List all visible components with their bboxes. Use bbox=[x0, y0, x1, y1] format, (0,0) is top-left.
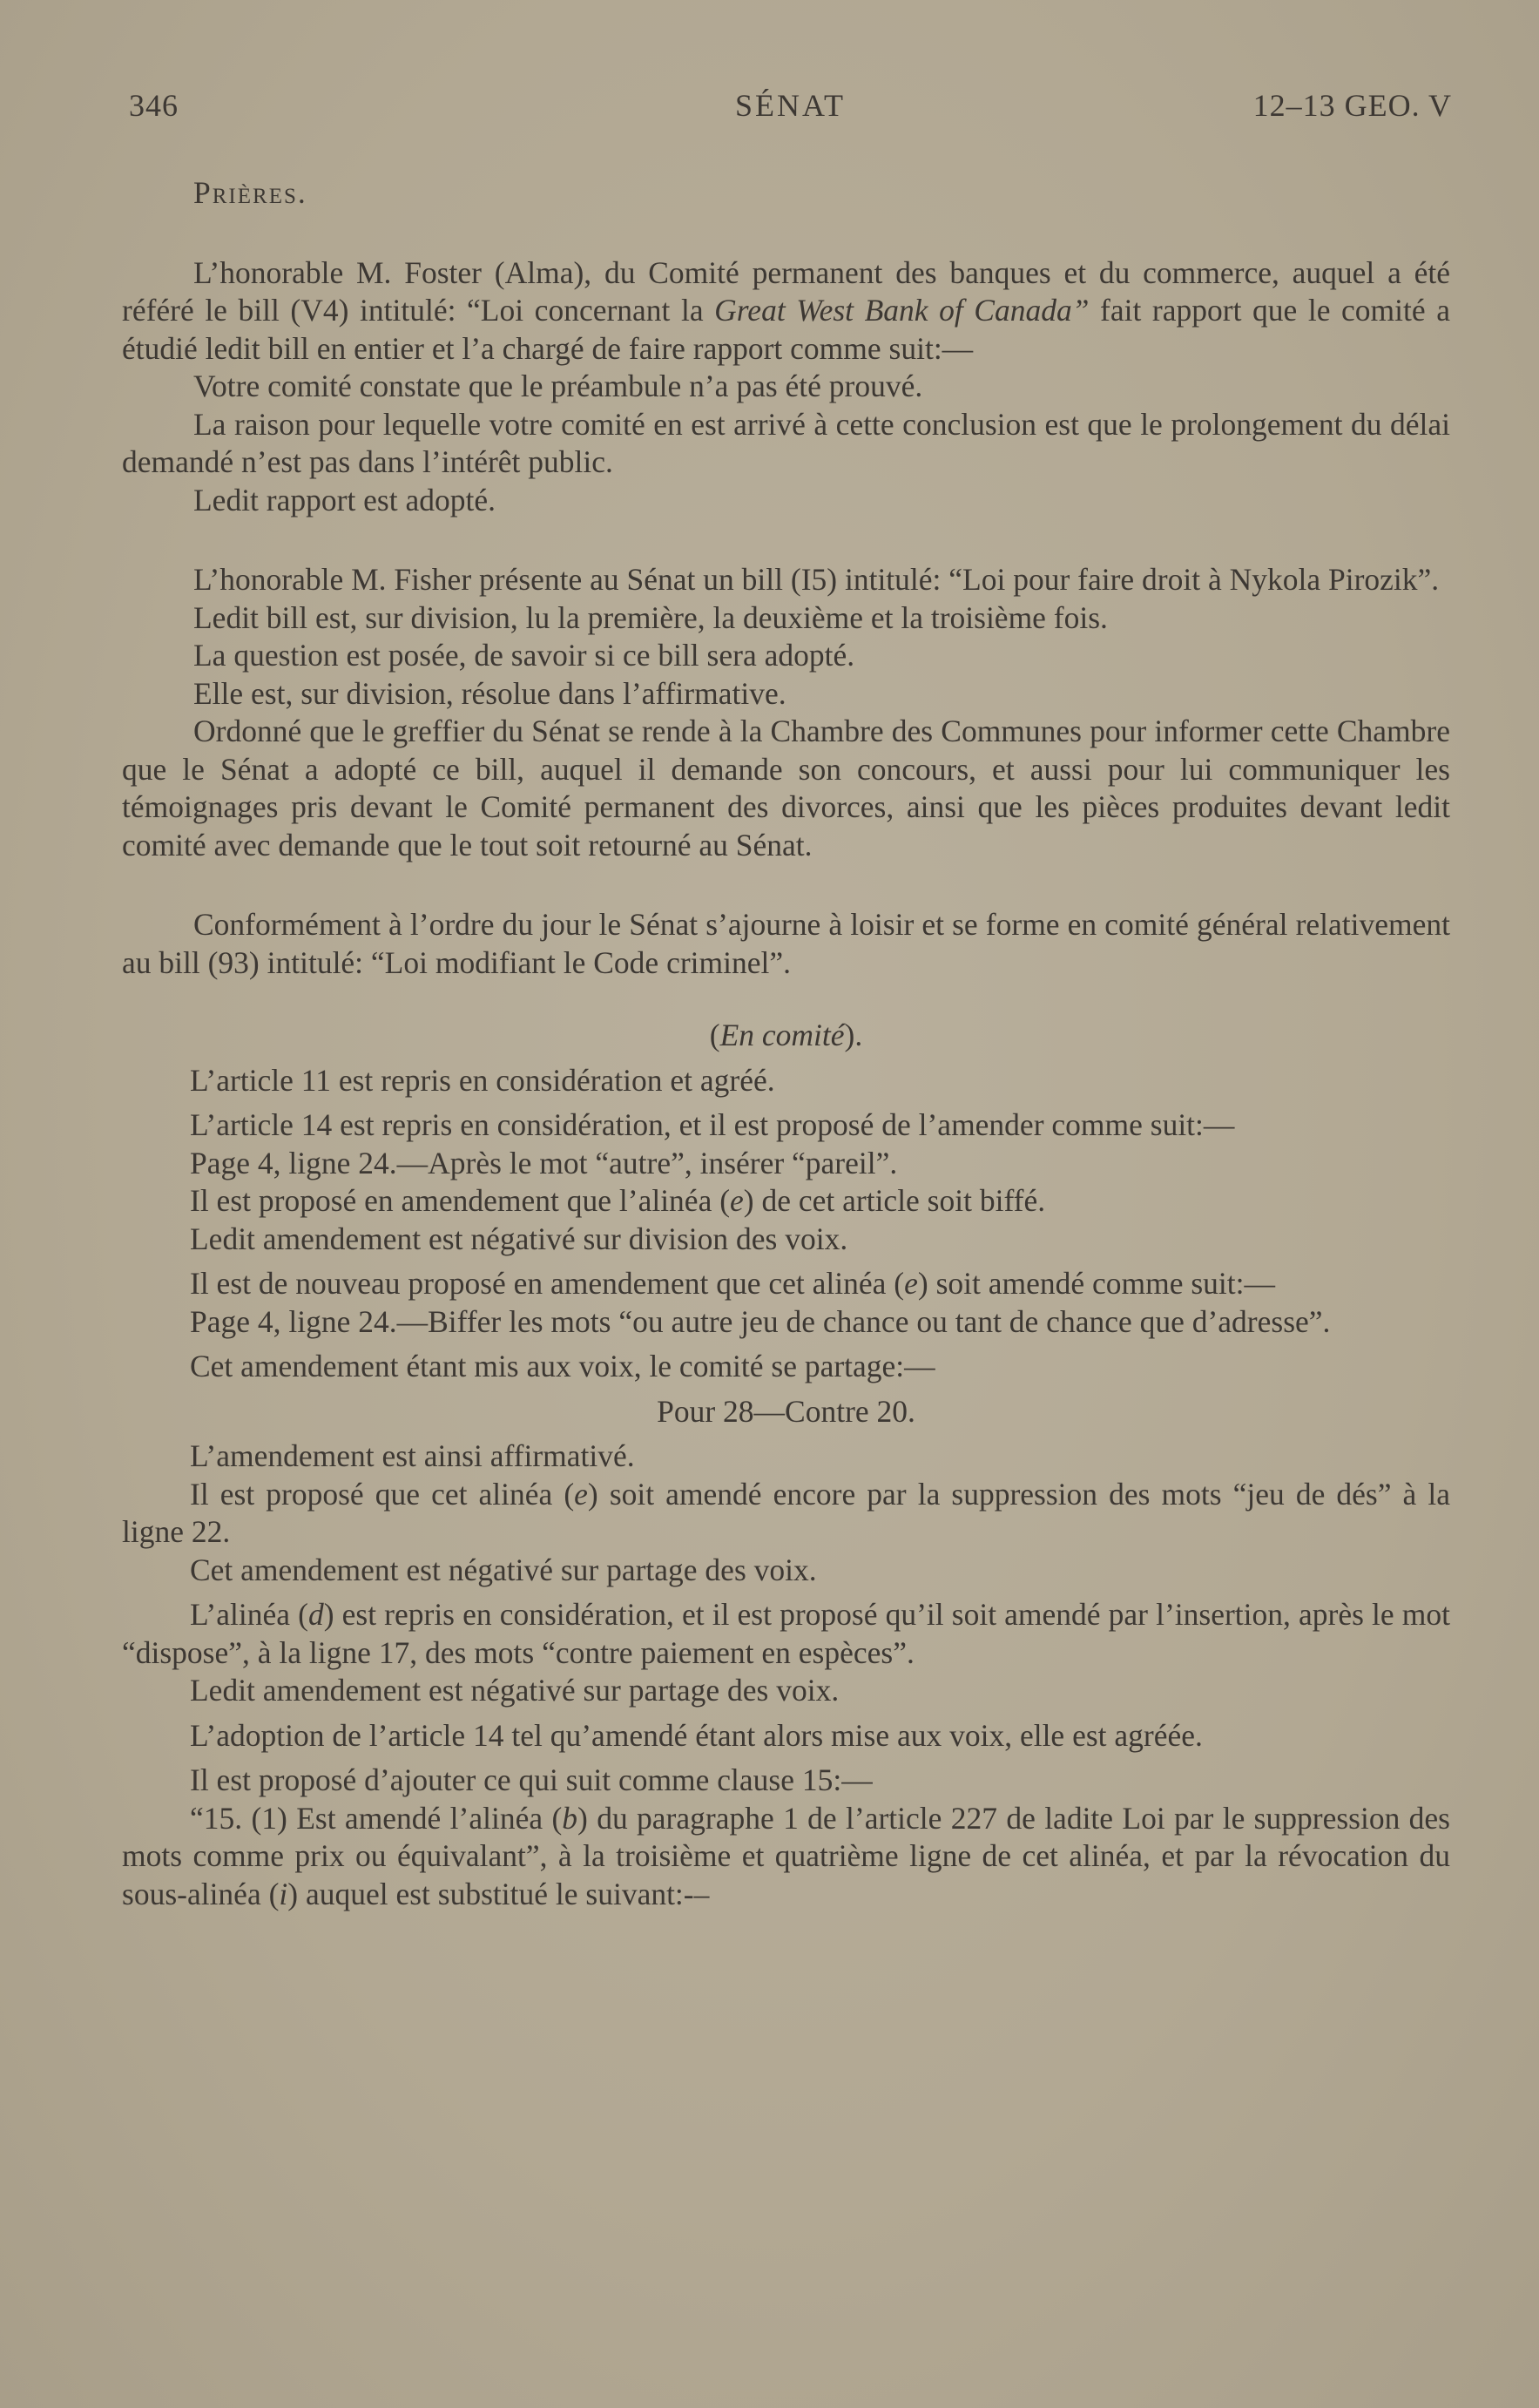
vote-result: Pour 28—Contre 20. bbox=[657, 1393, 915, 1429]
italic-run: e bbox=[904, 1266, 918, 1301]
paragraph: Cet amendement étant mis aux voix, le comité se partage:— bbox=[190, 1349, 935, 1383]
italic-run: b bbox=[562, 1800, 578, 1836]
paragraph: Page 4, ligne 24.—Après le mot “autre”, insérer “pareil”. bbox=[190, 1145, 898, 1180]
section-heading-prieres: Prières. bbox=[193, 175, 307, 210]
italic-run: e bbox=[574, 1476, 588, 1512]
paragraph: Ledit amendement est négativé sur division des voix. bbox=[190, 1221, 848, 1256]
paragraph: L’article 14 est repris en considération, et il est proposé de l’amender comme suit:— bbox=[190, 1107, 1235, 1142]
text-run: Il est proposé que cet alinéa ( bbox=[190, 1476, 575, 1512]
paragraph-fisher-bill: L’honorable M. Fisher présente au Sénat un bill (I5) intitulé: “Loi pour faire droit à Nykola Pirozik”. bbox=[193, 562, 1440, 597]
page-number: 346 bbox=[129, 88, 179, 123]
edition-label: 12–13 GEO. V bbox=[1252, 88, 1452, 123]
paragraph: Elle est, sur division, résolue dans l’affirmative. bbox=[193, 675, 786, 711]
text-run: ). bbox=[844, 1018, 863, 1052]
text-run: ( bbox=[709, 1018, 720, 1052]
paragraph bbox=[122, 1265, 1450, 1303]
text-run: “15. (1) Est amendé l’alinéa ( bbox=[190, 1800, 563, 1836]
paragraph-clause-15 bbox=[122, 1800, 1450, 1914]
paragraph: Ledit rapport est adopté. bbox=[193, 482, 496, 517]
spacer bbox=[122, 519, 1450, 561]
page-body bbox=[122, 174, 1450, 1913]
text-run: ) auquel est substitué le suivant:-– bbox=[287, 1876, 710, 1911]
italic-run: i bbox=[279, 1876, 288, 1911]
text-run: ) du paragraphe 1 de l’article 227 de ladite Loi par le suppression des mots comme prix ou équivalant”, à la troisième et quatrième ligne de cet alinéa, et par la révocation du sous-alinéa ( bbox=[122, 1800, 1450, 1911]
spacer bbox=[122, 864, 1450, 906]
paragraph bbox=[122, 1596, 1450, 1672]
paragraph: Page 4, ligne 24.—Biffer les mots “ou autre jeu de chance ou tant de chance que d’adresse”. bbox=[190, 1303, 1331, 1339]
paragraph: La raison pour lequelle votre comité en est arrivé à cette conclusion est que le prolongement du délai demandé n’est pas dans l’intérêt public. bbox=[122, 406, 1450, 479]
paragraph: L’article 11 est repris en considération et agréé. bbox=[190, 1062, 775, 1098]
paragraph-foster-report bbox=[122, 254, 1450, 369]
page-header bbox=[129, 87, 1452, 131]
paragraph: Cet amendement est négativé sur partage des voix. bbox=[190, 1552, 817, 1587]
text-run: Il est proposé en amendement que l’alinéa ( bbox=[190, 1183, 731, 1218]
paragraph: La question est posée, de savoir si ce bill sera adopté. bbox=[193, 638, 855, 673]
en-comite-heading bbox=[122, 1017, 1450, 1055]
text-run: L’honorable M. Foster (Alma), du Comité permanent des banques et du commerce, auquel a été référé le bill (V4) intitulé: “Loi concernant la bbox=[122, 254, 1450, 328]
text-run: ) soit amendé encore par la suppression des mots “jeu de dés” à la ligne 22. bbox=[122, 1476, 1450, 1549]
paragraph: L’adoption de l’article 14 tel qu’amendé étant alors mise aux voix, elle est agréée. bbox=[190, 1717, 1203, 1753]
paragraph: Il est proposé d’ajouter ce qui suit comme clause 15:— bbox=[190, 1762, 873, 1797]
paragraph: Votre comité constate que le préambule n’a pas été prouvé. bbox=[193, 369, 923, 403]
paragraph: Ledit bill est, sur division, lu la première, la deuxième et la troisième fois. bbox=[193, 599, 1108, 635]
paragraph-committee: Conformément à l’ordre du jour le Sénat s’ajourne à loisir et se forme en comité général relativement au bill (93) intitulé: “Loi modifiant le Code criminel”. bbox=[122, 907, 1450, 980]
spacer bbox=[122, 213, 1450, 254]
text-run: ) est repris en considération, et il est proposé qu’il soit amendé par l’insertion, après le mot “dispose”, à la ligne 17, des mots “contre paiement en espèces”. bbox=[122, 1597, 1450, 1670]
paragraph bbox=[122, 1182, 1450, 1221]
text-run: ) de cet article soit biffé. bbox=[743, 1183, 1046, 1218]
italic-run: e bbox=[730, 1183, 744, 1218]
paragraph: L’amendement est ainsi affirmativé. bbox=[190, 1438, 635, 1473]
italic-run: En comité bbox=[719, 1018, 845, 1052]
paragraph: Ledit amendement est négativé sur partage des voix. bbox=[190, 1673, 840, 1708]
text-run: Il est de nouveau proposé en amendement que cet alinéa ( bbox=[190, 1266, 905, 1301]
page-title: SÉNAT bbox=[734, 88, 846, 123]
italic-run: d bbox=[307, 1597, 324, 1632]
paragraph: Ordonné que le greffier du Sénat se rende à la Chambre des Communes pour informer cette Chambre que le Sénat a adopté ce bill, auquel il demande son concours, et aussi pour lui communiquer les témoignages pris devant le Comité permanent des divorces, ainsi que les pièces produites devant ledit comité avec demande que le tout soit retourné au Sénat. bbox=[122, 714, 1450, 862]
italic-run: Great West Bank of Canada” bbox=[714, 293, 1090, 328]
text-run: ) soit amendé comme suit:— bbox=[917, 1266, 1276, 1301]
spacer bbox=[122, 982, 1450, 1017]
text-run: L’alinéa ( bbox=[190, 1597, 308, 1632]
paragraph bbox=[122, 1476, 1450, 1552]
text-run: fait rapport que le comité a étudié ledit bill en entier et l’a chargé de faire rapport comme suit:— bbox=[122, 293, 1450, 366]
